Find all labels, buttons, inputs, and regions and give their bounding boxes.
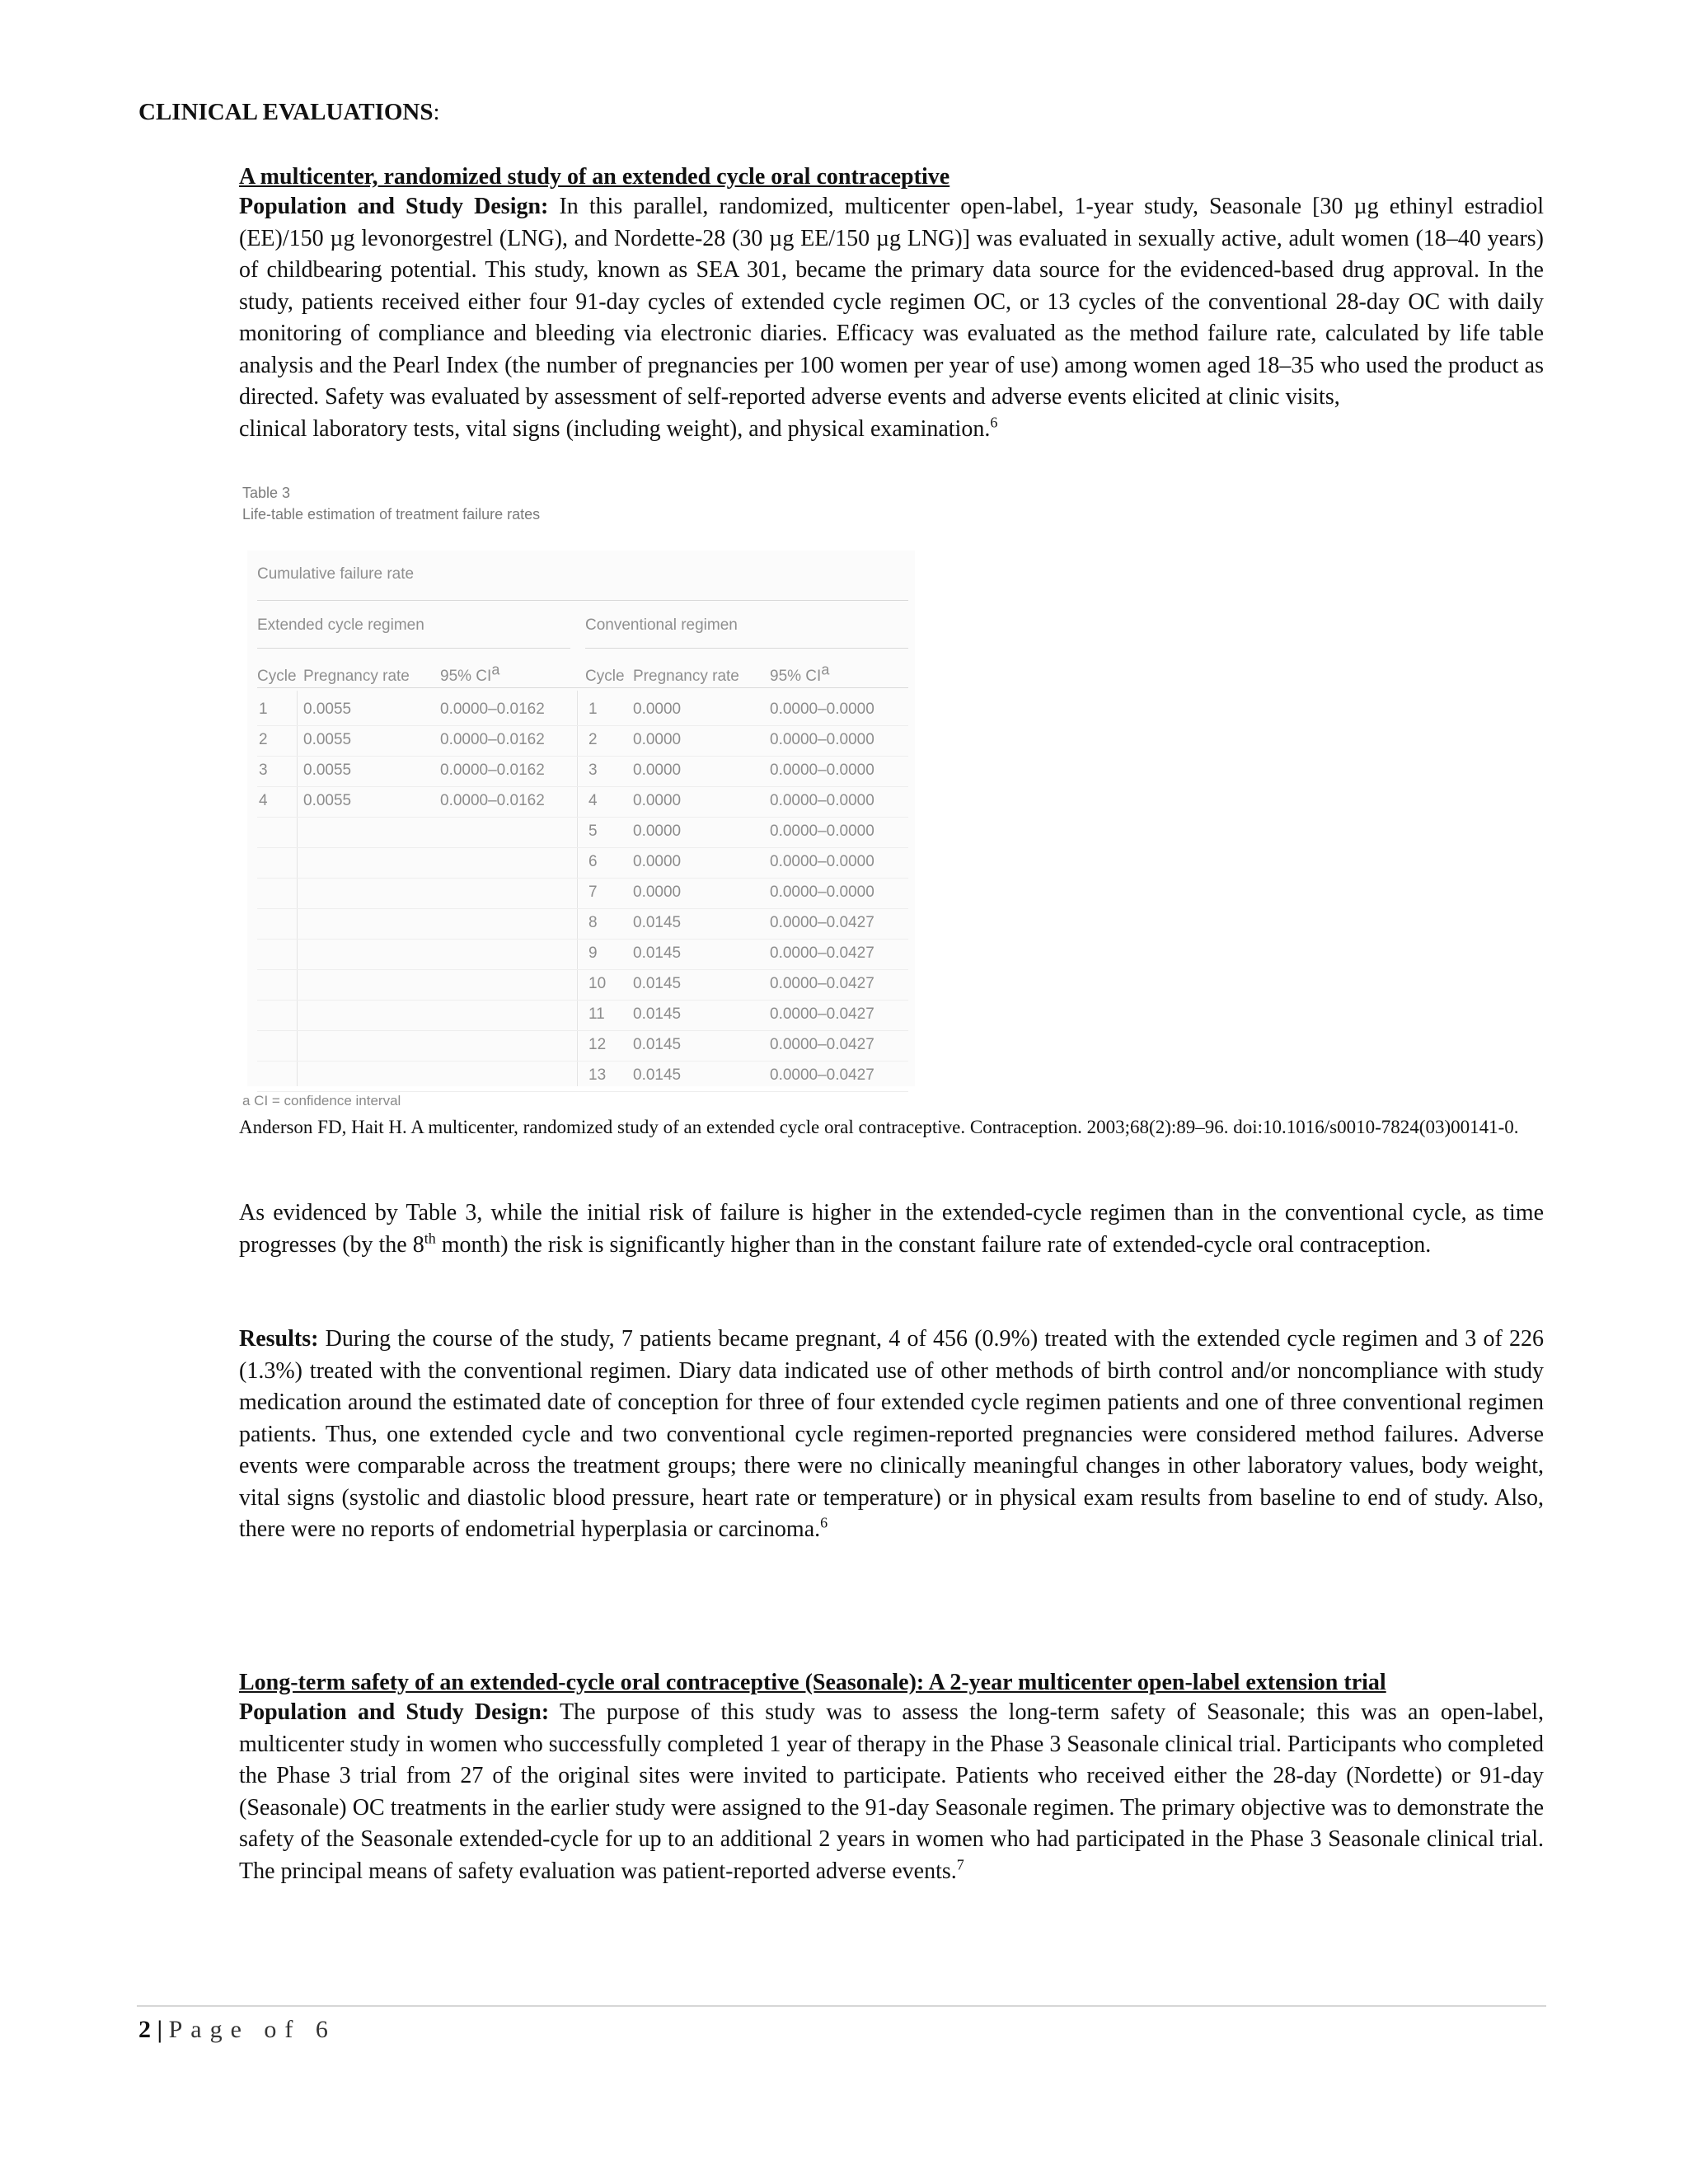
- conventional-ci-cell: 0.0000–0.0427: [770, 1066, 874, 1084]
- row-divider: [257, 1061, 908, 1062]
- conventional-cycle-cell: 8: [588, 914, 598, 931]
- lead-label: Population and Study Design:: [239, 194, 549, 219]
- paragraph-body-line2: clinical laboratory tests, vital signs (including weight), and physical examination.: [239, 415, 991, 442]
- conventional-ci-cell: 0.0000–0.0427: [770, 944, 874, 962]
- conventional-rate-cell: 0.0145: [633, 1005, 682, 1023]
- conventional-ci-cell: 0.0000–0.0427: [770, 1036, 874, 1053]
- conventional-rate-cell: 0.0145: [633, 1036, 682, 1053]
- lead-label: Population and Study Design:: [239, 1699, 550, 1725]
- conventional-cycle-cell: 13: [588, 1066, 607, 1084]
- conventional-ci-cell: 0.0000–0.0000: [770, 883, 874, 901]
- col-header-rate: Pregnancy rate: [303, 668, 410, 685]
- paragraph-text: month) the risk is significantly higher than in the constant failure rate of extended-cycle oral contraception.: [435, 1231, 1432, 1258]
- reference-marker: 7: [956, 1856, 964, 1873]
- extended-rate-cell: 0.0055: [303, 792, 352, 809]
- conventional-rate-cell: 0.0000: [633, 701, 682, 718]
- conventional-ci-cell: 0.0000–0.0000: [770, 853, 874, 870]
- paragraph-text: As evidenced by Table 3, while the initial risk of failure is higher in the extended-cycle regimen than in the conventional cycle, as time progresses (by the 8: [239, 1200, 1544, 1258]
- section-title: Long-term safety of an extended-cycle oral contraceptive (Seasonale): A 2-year multicenter open-label extension trial: [239, 1670, 1386, 1695]
- conventional-rate-cell: 0.0000: [633, 762, 682, 779]
- extended-header: Extended cycle regimen: [257, 616, 424, 634]
- heading-colon: :: [433, 99, 440, 125]
- conventional-rate-cell: 0.0000: [633, 823, 682, 840]
- footer-divider: [137, 2005, 1546, 2007]
- col-header-ci: [770, 661, 830, 686]
- section-study-2: [239, 1669, 1544, 1887]
- extended-cycle-cell: 3: [259, 762, 268, 779]
- conventional-cycle-cell: 11: [588, 1005, 605, 1023]
- conventional-cycle-cell: 4: [588, 792, 598, 809]
- conventional-ci-cell: 0.0000–0.0000: [770, 792, 874, 809]
- conventional-ci-cell: 0.0000–0.0000: [770, 762, 874, 779]
- column-divider: [297, 691, 298, 1086]
- ci-label: 95% CI: [440, 668, 492, 685]
- extended-ci-cell: 0.0000–0.0162: [440, 731, 545, 748]
- conventional-cycle-cell: 9: [588, 944, 598, 962]
- section-study-1: [239, 163, 1544, 445]
- conventional-cycle-cell: 5: [588, 823, 598, 840]
- row-divider: [257, 847, 908, 848]
- conventional-header: Conventional regimen: [585, 616, 738, 634]
- section-title: A multicenter, randomized study of an extended cycle oral contraceptive: [239, 164, 950, 190]
- page-heading: [138, 99, 440, 126]
- conventional-cycle-cell: 6: [588, 853, 598, 870]
- row-divider: [257, 817, 908, 818]
- extended-ci-cell: 0.0000–0.0162: [440, 762, 545, 779]
- table-group-header: Cumulative failure rate: [257, 565, 415, 583]
- paragraph-body: During the course of the study, 7 patients became pregnant, 4 of 456 (0.9%) treated with the extended cycle regimen and 3 of 226 (1.3%) treated with the conventional regimen. Diary data indicated use of other methods of birth control and/or noncompliance with study medication around the estimated date of conception for three of four extended cycle regimen patients and one of three conventional regimen patients. Thus, one extended cycle and two conventional cycle regimen-reported pregnancies were considered method failures. Adverse events were comparable across the treatment groups; there were no clinically meaningful changes in other laboratory values, body weight, vital signs (systolic and diastolic blood pressure, heart rate or temperature) or in physical exam results from baseline to end of study. Also, there were no reports of endometrial hyperplasia or carcinoma.: [239, 1326, 1544, 1542]
- page-number-value: 2: [138, 2016, 151, 2043]
- col-header-rate: Pregnancy rate: [633, 668, 739, 685]
- conventional-cycle-cell: 7: [588, 883, 598, 901]
- conventional-rate-cell: 0.0145: [633, 914, 682, 931]
- conventional-rate-cell: 0.0145: [633, 975, 682, 992]
- table-figure: [239, 485, 923, 1111]
- row-divider: [257, 878, 908, 879]
- section-paragraph: [239, 191, 1544, 445]
- conventional-rate-cell: 0.0000: [633, 731, 682, 748]
- extended-rate-cell: 0.0055: [303, 731, 352, 748]
- column-divider: [577, 691, 578, 1086]
- reference-marker: 6: [990, 414, 998, 431]
- divider: [257, 687, 908, 688]
- table-caption: Life-table estimation of treatment failure rates: [242, 506, 541, 523]
- ci-footnote-mark: a: [821, 661, 830, 678]
- row-divider: [257, 939, 908, 940]
- conventional-rate-cell: 0.0145: [633, 1066, 682, 1084]
- conventional-cycle-cell: 3: [588, 762, 598, 779]
- divider: [257, 600, 908, 601]
- conventional-rate-cell: 0.0000: [633, 883, 682, 901]
- row-divider: [257, 969, 908, 970]
- conventional-rate-cell: 0.0000: [633, 792, 682, 809]
- table-citation: Anderson FD, Hait H. A multicenter, randomized study of an extended cycle oral contraceptive. Contraception. 2003;68(2):89–96. doi:10.1016/s0010-7824(03)00141-0.: [239, 1117, 1519, 1137]
- reference-marker: 6: [820, 1514, 828, 1531]
- conventional-rate-cell: 0.0000: [633, 853, 682, 870]
- extended-cycle-cell: 4: [259, 792, 268, 809]
- interpretation-paragraph: [239, 1197, 1544, 1261]
- col-header-cycle: Cycle: [257, 668, 297, 685]
- row-divider: [257, 1000, 908, 1001]
- row-divider: [257, 756, 908, 757]
- divider: [257, 648, 570, 649]
- conventional-ci-cell: 0.0000–0.0427: [770, 1005, 874, 1023]
- row-divider: [257, 786, 908, 787]
- row-divider: [257, 1030, 908, 1031]
- extended-rate-cell: 0.0055: [303, 762, 352, 779]
- page-label: Page of 6: [168, 2016, 336, 2043]
- extended-rate-cell: 0.0055: [303, 701, 352, 718]
- conventional-cycle-cell: 1: [588, 701, 598, 718]
- conventional-ci-cell: 0.0000–0.0427: [770, 914, 874, 931]
- extended-cycle-cell: 1: [259, 701, 268, 718]
- table-label: Table 3: [242, 485, 291, 501]
- conventional-cycle-cell: 12: [588, 1036, 607, 1053]
- conventional-ci-cell: 0.0000–0.0427: [770, 975, 874, 992]
- extended-cycle-cell: 2: [259, 731, 268, 748]
- page-separator: |: [151, 2016, 169, 2043]
- results-paragraph: [239, 1324, 1544, 1546]
- extended-ci-cell: 0.0000–0.0162: [440, 701, 545, 718]
- col-header-ci: [440, 661, 500, 686]
- row-divider: [257, 908, 908, 909]
- conventional-ci-cell: 0.0000–0.0000: [770, 823, 874, 840]
- divider: [585, 648, 908, 649]
- ci-label: 95% CI: [770, 668, 822, 685]
- page-number: [138, 2016, 336, 2044]
- conventional-cycle-cell: 10: [588, 975, 607, 992]
- row-divider: [257, 725, 908, 726]
- section-paragraph: [239, 1697, 1544, 1887]
- conventional-rate-cell: 0.0145: [633, 944, 682, 962]
- conventional-ci-cell: 0.0000–0.0000: [770, 701, 874, 718]
- ordinal-suffix: th: [424, 1230, 436, 1247]
- row-divider: [257, 1091, 908, 1092]
- conventional-ci-cell: 0.0000–0.0000: [770, 731, 874, 748]
- table-footnote: a CI = confidence interval: [242, 1093, 401, 1108]
- col-header-cycle: Cycle: [585, 668, 625, 685]
- paragraph-body: The purpose of this study was to assess the long-term safety of Seasonale; this was an open-label, multicenter study in women who successfully completed 1 year of therapy in the Phase 3 Seasonale clinical trial. Participants who completed the Phase 3 trial from 27 of the original sites were invited to participate. Patients who received either the 28-day (Nordette) or 91-day (Seasonale) OC treatments in the earlier study were assigned to the 91-day Seasonale regimen. The primary objective was to demonstrate the safety of the Seasonale extended-cycle for up to an additional 2 years in women who had participated in the Phase 3 Seasonale clinical trial. The principal means of safety evaluation was patient-reported adverse events.: [239, 1699, 1544, 1884]
- ci-footnote-mark: a: [491, 661, 500, 678]
- extended-ci-cell: 0.0000–0.0162: [440, 792, 545, 809]
- paragraph-body: In this parallel, randomized, multicenter open-label, 1-year study, Seasonale [30 µg ethinyl estradiol (EE)/150 µg levonorgestrel (LNG), and Nordette-28 (30 µg EE/150 µg LNG)] was evaluated in sexually active, adult women (18–40 years) of childbearing potential. This study, known as SEA 301, became the primary data source for the evidenced-based drug approval. In the study, patients received either four 91-day cycles of extended cycle regimen OC, or 13 cycles of the conventional 28-day OC with daily monitoring of compliance and bleeding via electronic diaries. Efficacy was evaluated as the method failure rate, calculated by life table analysis and the Pearl Index (the number of pregnancies per 100 women per year of use) among women aged 18–35 who used the product as directed. Safety was evaluated by assessment of self-reported adverse events and adverse events elicited at clinic visits,: [239, 194, 1544, 410]
- heading-text: CLINICAL EVALUATIONS: [138, 99, 434, 125]
- conventional-cycle-cell: 2: [588, 731, 598, 748]
- lead-label: Results:: [239, 1326, 319, 1352]
